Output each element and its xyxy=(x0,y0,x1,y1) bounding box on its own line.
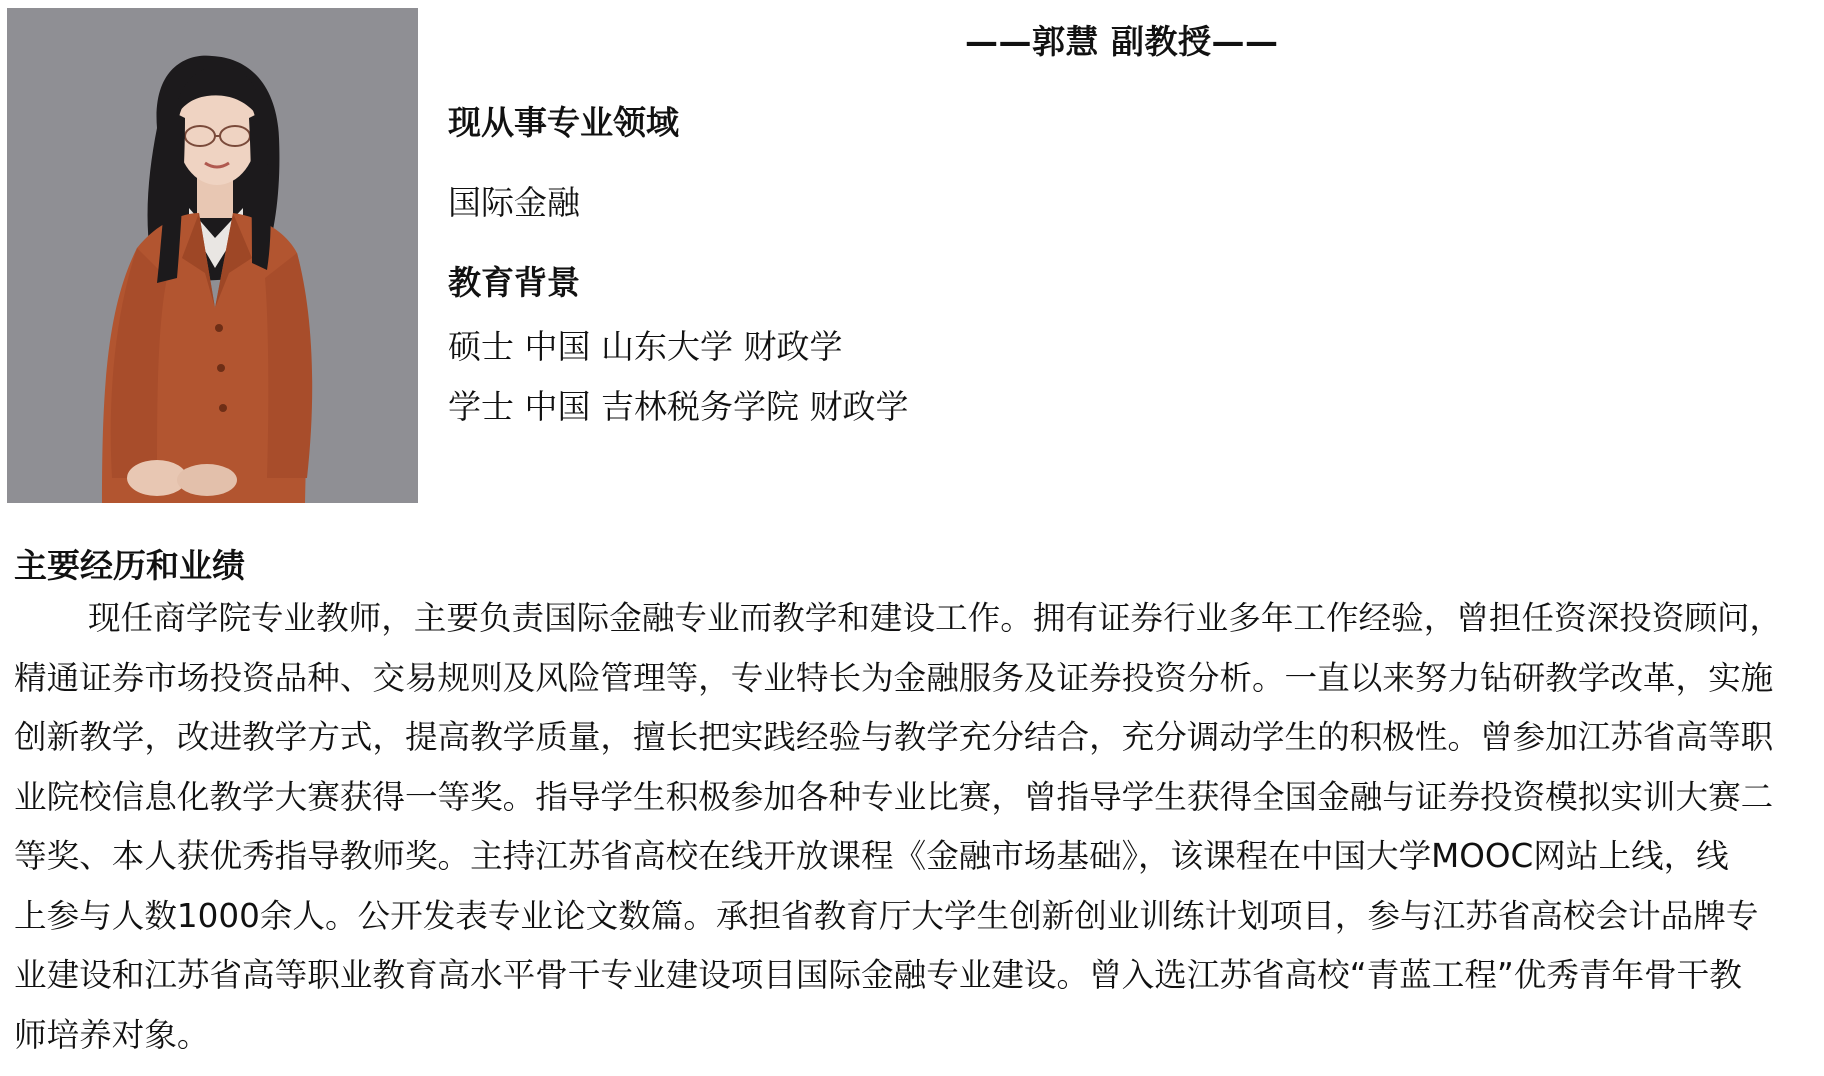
education-heading: 教育背景 xyxy=(448,257,580,304)
experience-line: 精通证券市场投资品种、交易规则及风险管理等，专业特长为金融服务及证券投资分析。一直以来努力钻研教学改革，实施 xyxy=(14,660,1824,720)
portrait-photo xyxy=(7,8,418,503)
portrait-image xyxy=(7,8,418,503)
experience-line: 上参与人数1000余人。公开发表专业论文数篇。承担省教育厅大学生创新创业训练计划项目，参与江苏省高校会计品牌专 xyxy=(14,898,1824,958)
experience-line: 现任商学院专业教师，主要负责国际金融专业而教学和建设工作。拥有证券行业多年工作经验，曾担任资深投资顾问， xyxy=(14,600,1824,660)
experience-heading: 主要经历和业绩 xyxy=(14,540,245,587)
experience-line: 业院校信息化教学大赛获得一等奖。指导学生积极参加各种专业比赛，曾指导学生获得全国金融与证券投资模拟实训大赛二 xyxy=(14,779,1824,839)
education-item: 学士 中国 吉林税务学院 财政学 xyxy=(448,381,908,428)
experience-line: 等奖、本人获优秀指导教师奖。主持江苏省高校在线开放课程《金融市场基础》，该课程在中国大学MOOC网站上线，线 xyxy=(14,838,1824,898)
experience-line: 业建设和江苏省高等职业教育高水平骨干专业建设项目国际金融专业建设。曾入选江苏省高校“青蓝工程”优秀青年骨干教 xyxy=(14,957,1824,1017)
field-heading: 现从事专业领域 xyxy=(448,97,679,144)
experience-line: 师培养对象。 xyxy=(14,1017,1824,1076)
field-value: 国际金融 xyxy=(448,177,580,224)
experience-body xyxy=(14,600,1824,1076)
experience-line: 创新教学，改进教学方式，提高教学质量，擅长把实践经验与教学充分结合，充分调动学生的积极性。曾参加江苏省高等职 xyxy=(14,719,1824,779)
page-title: ——郭慧 副教授—— xyxy=(965,16,1279,63)
education-item: 硕士 中国 山东大学 财政学 xyxy=(448,321,842,368)
